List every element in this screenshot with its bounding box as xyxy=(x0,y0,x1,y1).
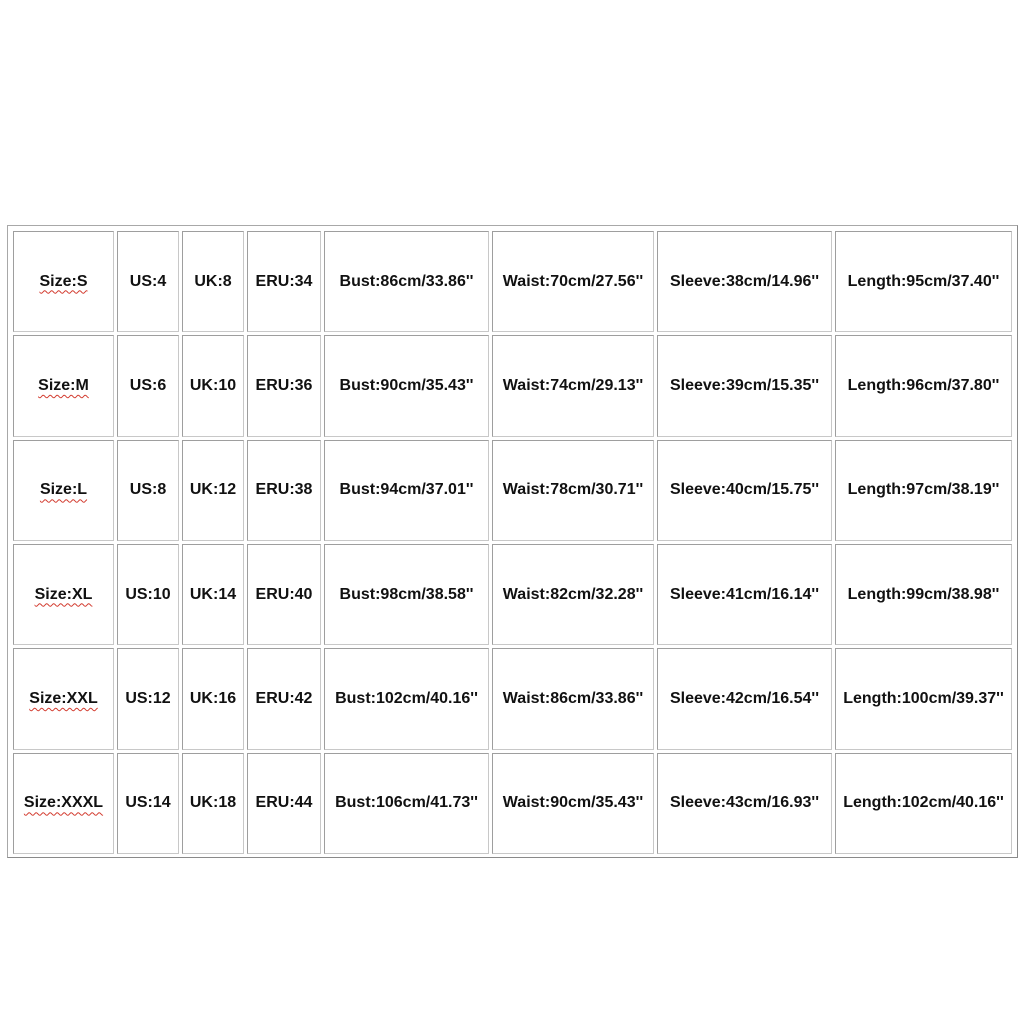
size-cell xyxy=(13,440,114,541)
waist-cell: Waist:82cm/32.28'' xyxy=(492,544,654,645)
size-label: Size:XXL xyxy=(29,689,98,707)
length-cell: Length:100cm/39.37'' xyxy=(835,648,1012,749)
waist-cell: Waist:86cm/33.86'' xyxy=(492,648,654,749)
size-cell xyxy=(13,335,114,436)
eru-size-cell: ERU:42 xyxy=(247,648,321,749)
table-row xyxy=(13,231,1012,332)
size-label: Size:M xyxy=(38,376,89,394)
size-label: Size:S xyxy=(39,272,88,290)
uk-size-cell: UK:14 xyxy=(182,544,244,645)
sleeve-cell: Sleeve:43cm/16.93'' xyxy=(657,753,832,854)
table-row xyxy=(13,753,1012,854)
uk-size-cell: UK:10 xyxy=(182,335,244,436)
us-size-cell: US:6 xyxy=(117,335,179,436)
uk-size-cell: UK:16 xyxy=(182,648,244,749)
eru-size-cell: ERU:36 xyxy=(247,335,321,436)
length-cell: Length:95cm/37.40'' xyxy=(835,231,1012,332)
size-label: Size:L xyxy=(39,481,88,499)
sleeve-cell: Sleeve:42cm/16.54'' xyxy=(657,648,832,749)
length-cell: Length:96cm/37.80'' xyxy=(835,335,1012,436)
eru-size-cell: ERU:40 xyxy=(247,544,321,645)
uk-size-cell: UK:18 xyxy=(182,753,244,854)
length-cell: Length:97cm/38.19'' xyxy=(835,440,1012,541)
sleeve-cell: Sleeve:41cm/16.14'' xyxy=(657,544,832,645)
bust-cell: Bust:86cm/33.86'' xyxy=(324,231,489,332)
length-cell: Length:99cm/38.98'' xyxy=(835,544,1012,645)
us-size-cell: US:10 xyxy=(117,544,179,645)
table-row xyxy=(13,440,1012,541)
size-chart xyxy=(7,225,1018,858)
bust-cell: Bust:94cm/37.01'' xyxy=(324,440,489,541)
size-cell xyxy=(13,544,114,645)
size-cell xyxy=(13,753,114,854)
length-cell: Length:102cm/40.16'' xyxy=(835,753,1012,854)
sleeve-cell: Sleeve:40cm/15.75'' xyxy=(657,440,832,541)
eru-size-cell: ERU:44 xyxy=(247,753,321,854)
sleeve-cell: Sleeve:39cm/15.35'' xyxy=(657,335,832,436)
us-size-cell: US:14 xyxy=(117,753,179,854)
waist-cell: Waist:74cm/29.13'' xyxy=(492,335,654,436)
size-chart-table xyxy=(10,228,1015,857)
bust-cell: Bust:90cm/35.43'' xyxy=(324,335,489,436)
table-row xyxy=(13,335,1012,436)
bust-cell: Bust:98cm/38.58'' xyxy=(324,544,489,645)
size-label: Size:XXXL xyxy=(23,794,104,812)
table-row xyxy=(13,544,1012,645)
eru-size-cell: ERU:34 xyxy=(247,231,321,332)
table-row xyxy=(13,648,1012,749)
size-label: Size:XL xyxy=(34,585,93,603)
us-size-cell: US:4 xyxy=(117,231,179,332)
sleeve-cell: Sleeve:38cm/14.96'' xyxy=(657,231,832,332)
waist-cell: Waist:78cm/30.71'' xyxy=(492,440,654,541)
uk-size-cell: UK:8 xyxy=(182,231,244,332)
waist-cell: Waist:90cm/35.43'' xyxy=(492,753,654,854)
uk-size-cell: UK:12 xyxy=(182,440,244,541)
eru-size-cell: ERU:38 xyxy=(247,440,321,541)
size-cell xyxy=(13,231,114,332)
waist-cell: Waist:70cm/27.56'' xyxy=(492,231,654,332)
bust-cell: Bust:102cm/40.16'' xyxy=(324,648,489,749)
us-size-cell: US:8 xyxy=(117,440,179,541)
bust-cell: Bust:106cm/41.73'' xyxy=(324,753,489,854)
us-size-cell: US:12 xyxy=(117,648,179,749)
size-cell xyxy=(13,648,114,749)
